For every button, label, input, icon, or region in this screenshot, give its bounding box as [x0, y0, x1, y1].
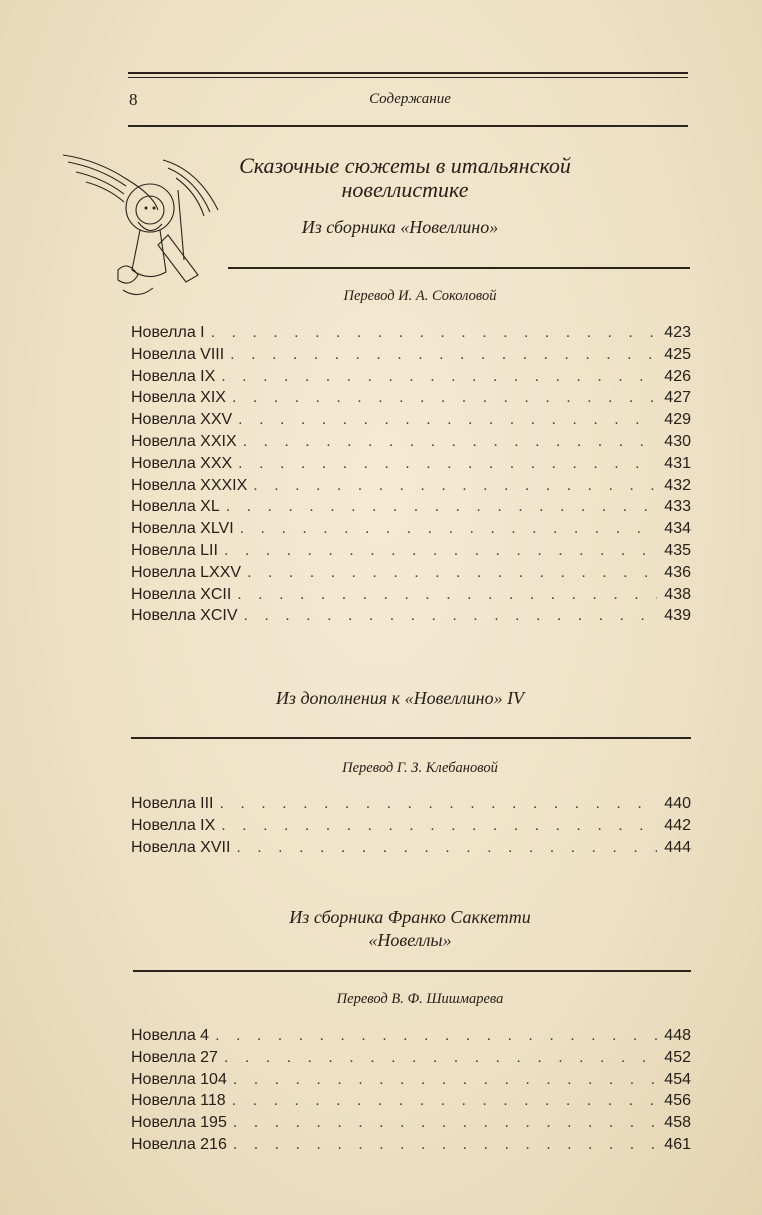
section1-translator: Перевод И. А. Соколовой — [343, 288, 497, 304]
toc-entry-title: Новелла LII — [131, 541, 218, 559]
toc-leader-dots — [218, 1047, 657, 1069]
toc-leader-dots — [247, 475, 657, 497]
toc-entry-page: 439 — [664, 607, 691, 625]
toc-entry[interactable] — [131, 562, 691, 584]
toc-leader-dots — [238, 605, 658, 627]
toc-entry-page: 438 — [664, 585, 691, 603]
toc-entry-page: 461 — [664, 1135, 691, 1153]
header-rule-bottom — [128, 125, 688, 127]
toc-entry[interactable] — [131, 815, 691, 837]
toc-entry[interactable] — [131, 1134, 691, 1156]
toc-entry-page: 431 — [664, 454, 691, 472]
toc-entry-title: Новелла XCII — [131, 585, 232, 603]
toc-list-section2 — [131, 793, 691, 858]
page-number: 8 — [129, 90, 138, 109]
toc-entry-title: Новелла III — [131, 795, 214, 812]
section3-translator: Перевод В. Ф. Шишмарева — [336, 991, 504, 1007]
toc-entry-page: 454 — [664, 1070, 691, 1088]
section1-rule — [228, 267, 690, 269]
toc-leader-dots — [215, 366, 657, 388]
header-rule-top-thin — [128, 77, 688, 78]
toc-entry-page: 423 — [664, 324, 691, 341]
toc-leader-dots — [227, 1069, 657, 1091]
toc-entry[interactable] — [131, 837, 691, 859]
toc-entry[interactable] — [131, 409, 691, 431]
toc-leader-dots — [218, 540, 657, 562]
toc-entry[interactable] — [131, 431, 691, 453]
toc-leader-dots — [234, 518, 657, 540]
section3-rule — [133, 970, 691, 972]
toc-entry-page: 430 — [664, 432, 691, 450]
toc-entry-title: Новелла 4 — [131, 1027, 210, 1044]
toc-entry-title: Новелла 216 — [131, 1135, 227, 1153]
toc-entry-page: 440 — [664, 795, 691, 812]
toc-leader-dots — [231, 584, 657, 606]
toc-leader-dots — [232, 409, 657, 431]
toc-leader-dots — [215, 815, 657, 837]
header-rule-top — [128, 72, 688, 74]
toc-leader-dots — [220, 496, 657, 518]
toc-entry-title: Новелла XL — [131, 498, 220, 516]
toc-entry-title: Новелла IX — [131, 816, 216, 834]
toc-entry-title: Новелла IX — [131, 367, 216, 385]
toc-leader-dots — [230, 837, 657, 859]
toc-leader-dots — [232, 453, 657, 475]
toc-entry-page: 436 — [664, 563, 691, 581]
toc-entry-page: 426 — [664, 367, 691, 385]
toc-entry-page: 435 — [664, 541, 691, 559]
running-header-title: Содержание — [369, 91, 451, 107]
toc-entry-page: 433 — [664, 498, 691, 516]
toc-leader-dots — [205, 322, 657, 344]
toc-entry-title: Новелла LXXV — [131, 563, 242, 581]
toc-entry[interactable] — [131, 1069, 691, 1091]
toc-list-section1 — [131, 322, 691, 627]
toc-entry-title: Новелла XCIV — [131, 607, 238, 625]
toc-list-section3 — [131, 1025, 691, 1156]
toc-entry-title: Новелла XXV — [131, 411, 233, 429]
toc-entry-page: 452 — [664, 1048, 691, 1066]
toc-entry[interactable] — [131, 387, 691, 409]
toc-entry-page: 444 — [664, 838, 691, 856]
toc-entry-title: Новелла 104 — [131, 1070, 227, 1088]
toc-entry-title: Новелла XXXIX — [131, 476, 248, 494]
toc-entry-title: Новелла 118 — [131, 1092, 226, 1110]
toc-entry[interactable] — [131, 1112, 691, 1134]
toc-leader-dots — [241, 562, 657, 584]
toc-entry-page: 456 — [664, 1092, 691, 1110]
toc-entry-page: 458 — [664, 1114, 691, 1132]
toc-entry-page: 434 — [664, 520, 691, 538]
section-title: Сказочные сюжеты в итальянской новеллистике — [239, 153, 571, 202]
toc-entry-page: 442 — [664, 816, 691, 834]
section3-subtitle-line1: Из сборника Франко Саккетти — [289, 907, 531, 927]
section2-translator: Перевод Г. З. Клебановой — [342, 760, 498, 776]
toc-entry-title: Новелла XXIX — [131, 432, 237, 450]
toc-entry[interactable] — [131, 496, 691, 518]
toc-entry-title: Новелла 27 — [131, 1048, 218, 1066]
toc-entry[interactable] — [131, 1025, 691, 1047]
section2-subtitle: Из дополнения к «Новеллино» IV — [275, 688, 525, 708]
toc-entry[interactable] — [131, 1090, 691, 1112]
toc-entry[interactable] — [131, 605, 691, 627]
toc-entry[interactable] — [131, 453, 691, 475]
toc-entry-title: Новелла XXX — [131, 454, 233, 472]
toc-entry[interactable] — [131, 475, 691, 497]
toc-entry[interactable] — [131, 540, 691, 562]
toc-entry-title: Новелла VIII — [131, 345, 225, 363]
toc-leader-dots — [224, 344, 657, 366]
toc-entry[interactable] — [131, 366, 691, 388]
toc-entry-page: 425 — [664, 345, 691, 363]
section2-rule — [131, 737, 691, 739]
toc-entry-page: 448 — [664, 1027, 691, 1044]
toc-entry-page: 432 — [664, 476, 691, 494]
section3-subtitle-line2: «Новеллы» — [368, 930, 452, 950]
toc-entry[interactable] — [131, 793, 691, 815]
toc-leader-dots — [214, 793, 658, 815]
toc-leader-dots — [226, 1090, 657, 1112]
toc-entry[interactable] — [131, 344, 691, 366]
section1-subtitle: Из сборника «Новеллино» — [301, 217, 499, 237]
toc-leader-dots — [226, 387, 657, 409]
toc-leader-dots — [209, 1025, 657, 1047]
toc-entry-title: Новелла 195 — [131, 1114, 227, 1132]
toc-leader-dots — [227, 1134, 657, 1156]
toc-entry-title: Новелла XLVI — [131, 520, 234, 538]
toc-entry-title: Новелла I — [131, 324, 205, 341]
toc-entry[interactable] — [131, 1047, 691, 1069]
toc-leader-dots — [237, 431, 657, 453]
toc-entry-page: 429 — [664, 411, 691, 429]
toc-leader-dots — [227, 1112, 657, 1134]
toc-entry-page: 427 — [664, 389, 691, 407]
toc-entry[interactable] — [131, 518, 691, 540]
toc-entry[interactable] — [131, 584, 691, 606]
toc-entry-title: Новелла XIX — [131, 389, 226, 407]
toc-entry-title: Новелла XVII — [131, 838, 231, 856]
toc-entry[interactable] — [131, 322, 691, 344]
